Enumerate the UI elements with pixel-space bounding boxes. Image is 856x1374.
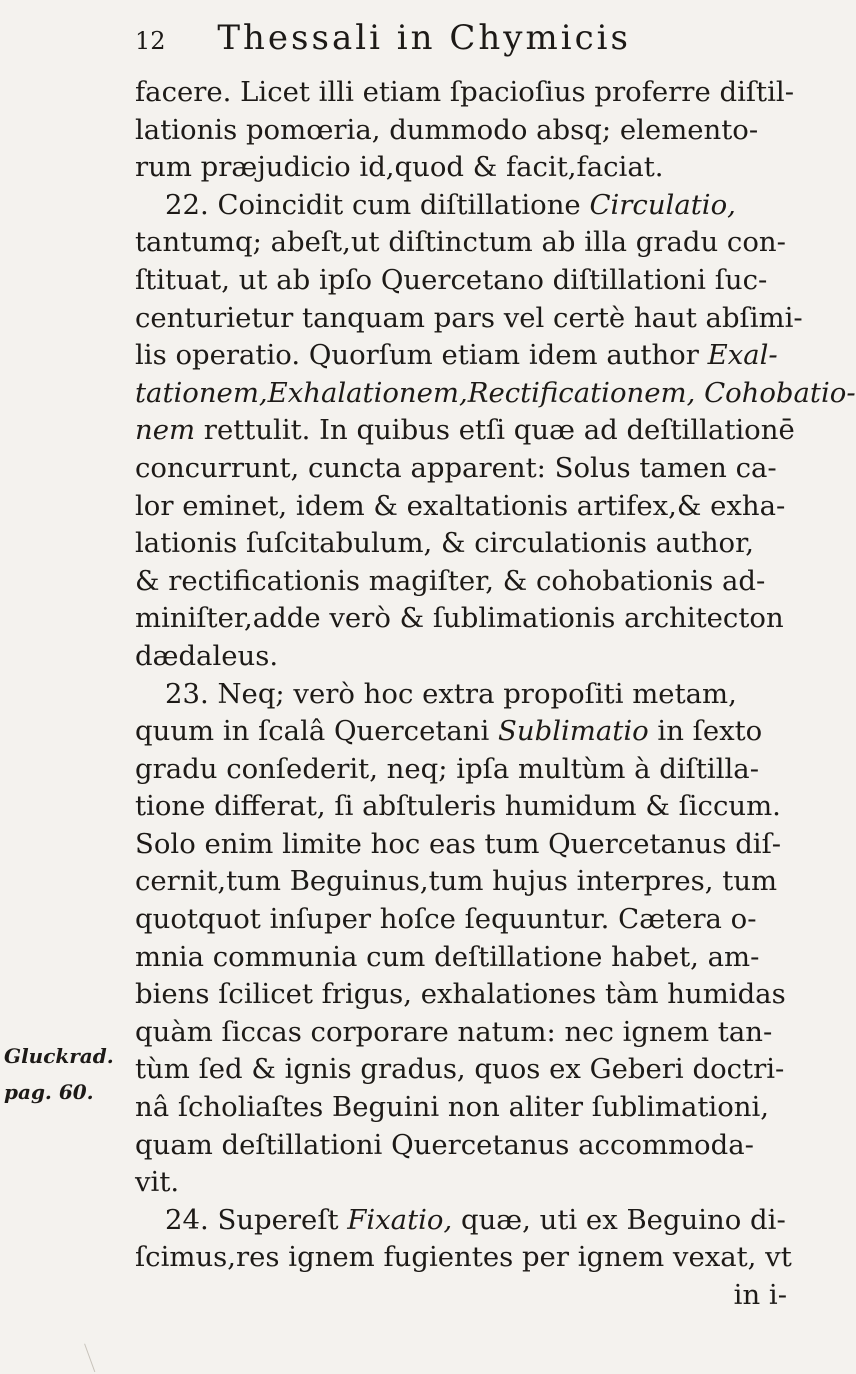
text-line: quam deſtillationi Quercetanus accommoda-: [135, 1128, 754, 1161]
text-line: cernit,tum Beguinus,tum hujus interpres, tum: [135, 865, 778, 898]
text-line: 23. Neq; verò hoc extra propoſiti metam,: [165, 677, 737, 710]
text-line: mnia communia cum deſtillatione habet, am-: [135, 940, 760, 973]
text-line: Solo enim limite hoc eas tum Quercetanus diſ-: [135, 827, 782, 860]
text-line: quàm ſiccas corporare natum: nec ignem tan-: [135, 1015, 773, 1048]
margin-note-page: pag. 60.: [4, 1080, 94, 1104]
text-line: tione differat, ſi abſtuleris humidum & ſiccum.: [135, 790, 781, 823]
text-line: lis operatio. Quorſum etiam idem author Exal-: [135, 339, 778, 372]
text-line: quotquot inſuper hoſce ſequuntur. Cætera o-: [135, 903, 757, 936]
text-line: tantumq; abeſt,ut diſtinctum ab illa gradu con-: [135, 226, 786, 259]
text-line: in i-: [733, 1279, 787, 1311]
body-text: [135, 74, 856, 1315]
text-line: biens ſcilicet frigus, exhalationes tàm humidas: [135, 978, 786, 1011]
text-line: ſtituat, ut ab ipſo Quercetano diſtillationi ſuc-: [135, 263, 768, 296]
text-line: concurrunt, cuncta apparent: Solus tamen ca-: [135, 451, 777, 484]
text-line: tationem,Exhalationem,Rectificationem, Cohobatio-: [135, 376, 856, 409]
text-line: rum præjudicio id,quod & facit,faciat.: [135, 151, 664, 184]
margin-note-source: Gluckrad.: [4, 1044, 114, 1068]
text-line: 24. Supereſt Fixatio, quæ, uti ex Beguino di-: [165, 1203, 786, 1236]
text-line: lationis ſuſcitabulum, & circulationis author,: [135, 527, 754, 560]
text-line: lationis pomœria, dummodo absq; elemento-: [135, 113, 759, 146]
paper-mark: [84, 1330, 133, 1372]
text-line: centurietur tanquam pars vel certè haut abſimi-: [135, 301, 803, 334]
page-number: 12: [135, 27, 166, 55]
text-line: & rectificationis magiſter, & cohobationis ad-: [135, 564, 766, 597]
text-line: gradu conſederit, neq; ipſa multùm à diſtilla-: [135, 752, 759, 785]
text-line: 22. Coincidit cum diſtillatione Circulatio,: [165, 188, 736, 221]
text-line: quum in ſcalâ Quercetani Sublimatio in ſexto: [135, 715, 763, 748]
text-line: nem rettulit. In quibus etſi quæ ad deſtillationē: [135, 414, 795, 447]
text-line: facere. Licet illi etiam ſpacioſius proferre diſtil-: [135, 76, 794, 108]
text-line: nâ ſcholiaſtes Beguini non aliter ſublimationi,: [135, 1091, 770, 1124]
running-header: [135, 18, 785, 62]
text-line: miniſter,adde verò & ſublimationis architecton: [135, 602, 784, 635]
text-line: ſcimus,res ignem fugientes per ignem vexat, vt: [135, 1241, 792, 1274]
running-title: Thessali in Chymicis: [217, 18, 631, 58]
text-line: vit.: [135, 1166, 180, 1199]
text-line: tùm ſed & ignis gradus, quos ex Geberi doctri-: [135, 1053, 785, 1086]
text-line: lor eminet, idem & exaltationis artifex,& exha-: [135, 489, 786, 522]
text-line: dædaleus.: [135, 639, 279, 672]
